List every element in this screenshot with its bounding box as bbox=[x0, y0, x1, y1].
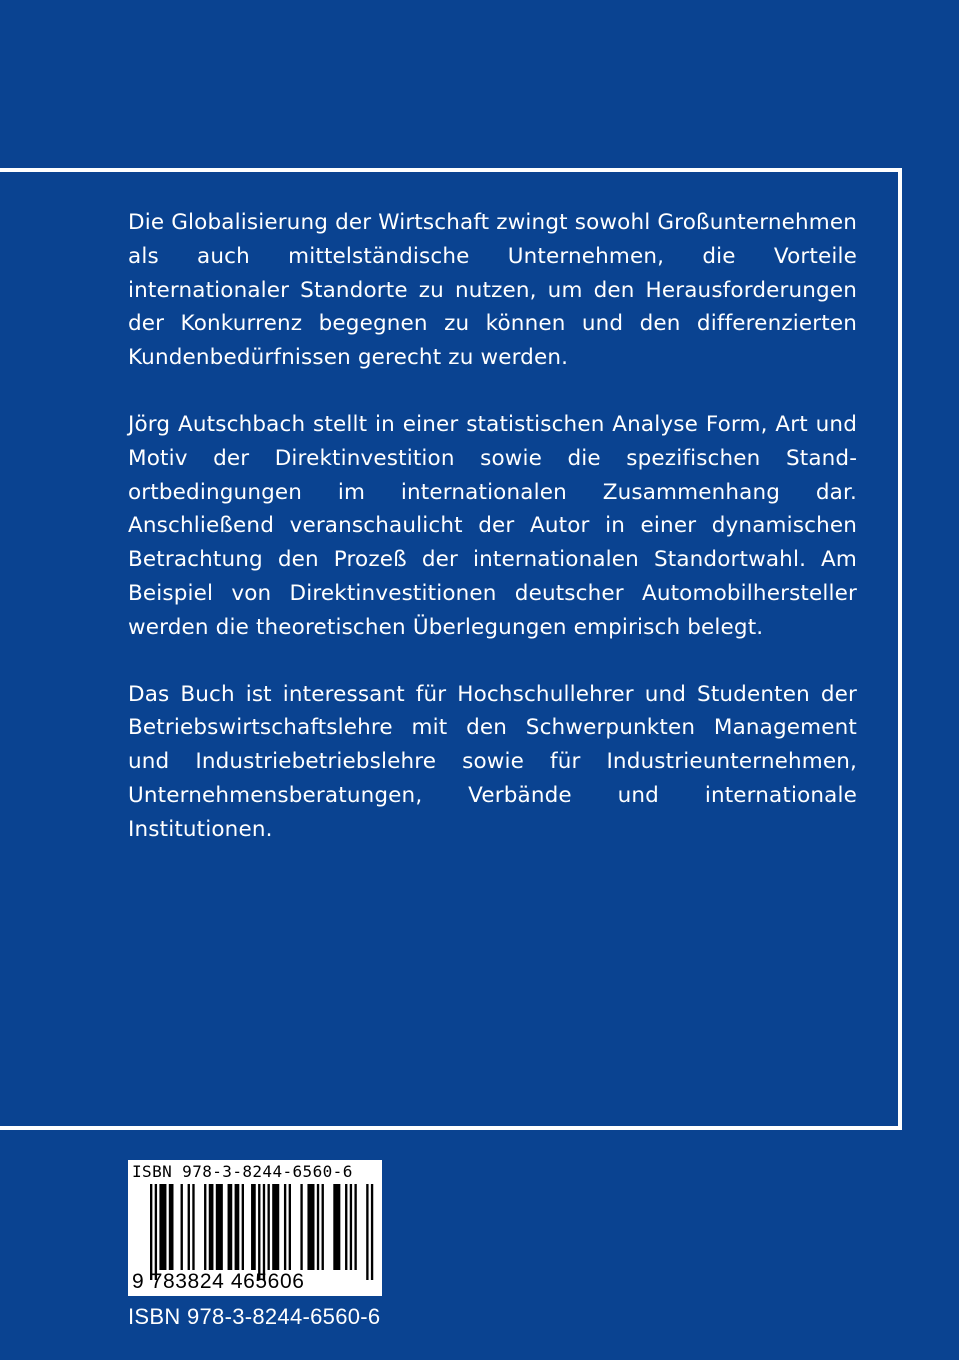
barcode-bar bbox=[289, 1184, 291, 1270]
blurb-paragraph-3: Das Buch ist interessant für Hochschullehrer und Studenten der Betriebswirtschaftslehre mit den Schwerpunkten Management und Industriebetriebslehre sowie für Industrieunternehmen, Unternehmensberatungen, Verbände und internationale Institutionen. bbox=[128, 681, 857, 842]
barcode-bar bbox=[216, 1184, 223, 1270]
isbn-number: ISBN 978-3-8244-6560-6 bbox=[128, 1304, 381, 1329]
barcode-isbn-text: ISBN 978-3-8244-6560-6 bbox=[132, 1162, 353, 1181]
barcode-bar bbox=[371, 1184, 373, 1280]
barcode-bar bbox=[181, 1184, 183, 1270]
back-cover-blurb bbox=[128, 206, 857, 880]
barcode-bar bbox=[345, 1184, 347, 1270]
barcode-bar bbox=[284, 1184, 286, 1270]
barcode-bar bbox=[228, 1184, 233, 1270]
barcode-bar bbox=[366, 1184, 368, 1280]
barcode-bar bbox=[209, 1184, 214, 1270]
barcode-bar bbox=[300, 1184, 302, 1270]
barcode-bar bbox=[350, 1184, 352, 1270]
barcode-bar bbox=[333, 1184, 340, 1270]
barcode-digits: 9 783824 465606 bbox=[132, 1270, 305, 1293]
barcode-bar bbox=[251, 1184, 256, 1270]
barcode-bar bbox=[242, 1184, 244, 1270]
barcode-bar bbox=[192, 1184, 194, 1270]
barcode-bar bbox=[322, 1184, 324, 1270]
barcode-bar bbox=[159, 1184, 166, 1270]
barcode-bar bbox=[268, 1184, 270, 1270]
barcode-bar bbox=[258, 1184, 260, 1280]
blurb-paragraph-2: Jörg Autschbach stellt in einer statistischen Analyse Form, Art und Motiv der Direktinvestition sowie die spezifischen Standortbedingungen im internationalen Zusammenhang dar. Anschließend veranschaulicht der Autor in einer dynamischen Betrachtung den Prozeß der internationalen Standortwahl. Am Beispiel von Direktinvestitionen deutscher Automobilhersteller werden die theoretischen Überlegungen empirisch belegt. bbox=[128, 411, 857, 640]
barcode-bar bbox=[188, 1184, 190, 1270]
barcode-bar bbox=[155, 1184, 157, 1280]
barcode-bar bbox=[263, 1184, 265, 1280]
barcode-bar bbox=[235, 1184, 240, 1270]
barcode-label bbox=[128, 1160, 382, 1296]
barcode-bar bbox=[150, 1184, 152, 1280]
barcode-bar bbox=[307, 1184, 314, 1270]
barcode-bar bbox=[204, 1184, 206, 1270]
barcode-bar bbox=[272, 1184, 279, 1270]
blurb-paragraph-1: Die Globalisierung der Wirtschaft zwingt sowohl Großunternehmen als auch mittelständische Unternehmen, die Vorteile internationaler Standorte zu nutzen, um den Herausforderungen der Konkurrenz begegnen zu können und den differenzierten Kundenbedürfnissen gerecht zu werden. bbox=[128, 210, 857, 371]
barcode-bar bbox=[354, 1184, 356, 1270]
barcode-bar bbox=[317, 1184, 319, 1270]
barcode-bar bbox=[169, 1184, 174, 1270]
